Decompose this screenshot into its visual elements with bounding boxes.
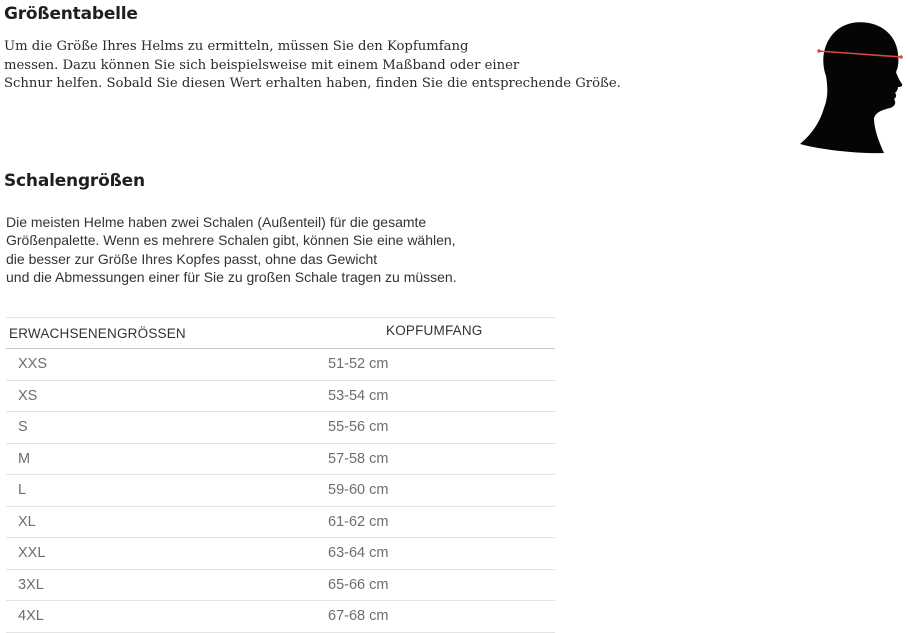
- header-head-circumference: KOPFUMFANG: [316, 315, 555, 346]
- circumference-cell: 53-54 cm: [316, 380, 555, 412]
- table-row: [6, 538, 555, 570]
- size-cell: XL: [6, 506, 316, 538]
- shell-line: und die Abmessungen einer für Sie zu großen Schale tragen zu müssen.: [6, 268, 457, 285]
- size-cell: M: [6, 443, 316, 475]
- circumference-cell: 51-52 cm: [316, 349, 555, 381]
- circumference-cell: 63-64 cm: [316, 538, 555, 570]
- head-silhouette: [800, 22, 902, 153]
- size-cell: XXL: [6, 538, 316, 570]
- table-row: [6, 506, 555, 538]
- table-row: [6, 380, 555, 412]
- intro-line: messen. Dazu können Sie sich beispielsweise mit einem Maßband oder einer: [4, 57, 520, 73]
- circumference-cell: 65-66 cm: [316, 569, 555, 601]
- size-cell: 3XL: [6, 569, 316, 601]
- measure-end-left: [817, 49, 821, 53]
- size-cell: XS: [6, 380, 316, 412]
- table-row: [6, 601, 555, 633]
- table-row: [6, 443, 555, 475]
- size-intro-paragraph: [4, 38, 644, 94]
- measure-end-right: [899, 55, 903, 59]
- table-row: [6, 349, 555, 381]
- shell-line: Größenpalette. Wenn es mehrere Schalen gibt, können Sie eine wählen,: [6, 232, 456, 249]
- size-table: [6, 317, 555, 633]
- size-table-heading: Größentabelle: [4, 4, 138, 24]
- size-cell: XXS: [6, 349, 316, 381]
- circumference-cell: 57-58 cm: [316, 443, 555, 475]
- circumference-cell: 67-68 cm: [316, 601, 555, 633]
- intro-line: Schnur helfen. Sobald Sie diesen Wert erhalten haben, finden Sie die entsprechende Größe.: [4, 76, 621, 91]
- intro-line: Um die Größe Ihres Helms zu ermitteln, müssen Sie den Kopfumfang: [4, 39, 469, 54]
- table-header-row: [6, 318, 555, 349]
- head-silhouette-measure-icon: [798, 18, 906, 158]
- size-cell: 4XL: [6, 601, 316, 633]
- circumference-cell: 59-60 cm: [316, 475, 555, 507]
- table-row: [6, 475, 555, 507]
- size-cell: L: [6, 475, 316, 507]
- circumference-cell: 61-62 cm: [316, 506, 555, 538]
- shell-line: die besser zur Größe Ihres Kopfes passt, ohne das Gewicht: [6, 250, 378, 267]
- shell-line: Die meisten Helme haben zwei Schalen (Außenteil) für die gesamte: [6, 214, 427, 230]
- circumference-cell: 55-56 cm: [316, 412, 555, 444]
- table-row: [6, 569, 555, 601]
- size-cell: S: [6, 412, 316, 444]
- shell-sizes-heading: Schalengrößen: [4, 171, 145, 191]
- shell-sizes-paragraph: [6, 213, 546, 286]
- header-adult-sizes: ERWACHSENENGRÖSSEN: [6, 318, 316, 349]
- table-row: [6, 412, 555, 444]
